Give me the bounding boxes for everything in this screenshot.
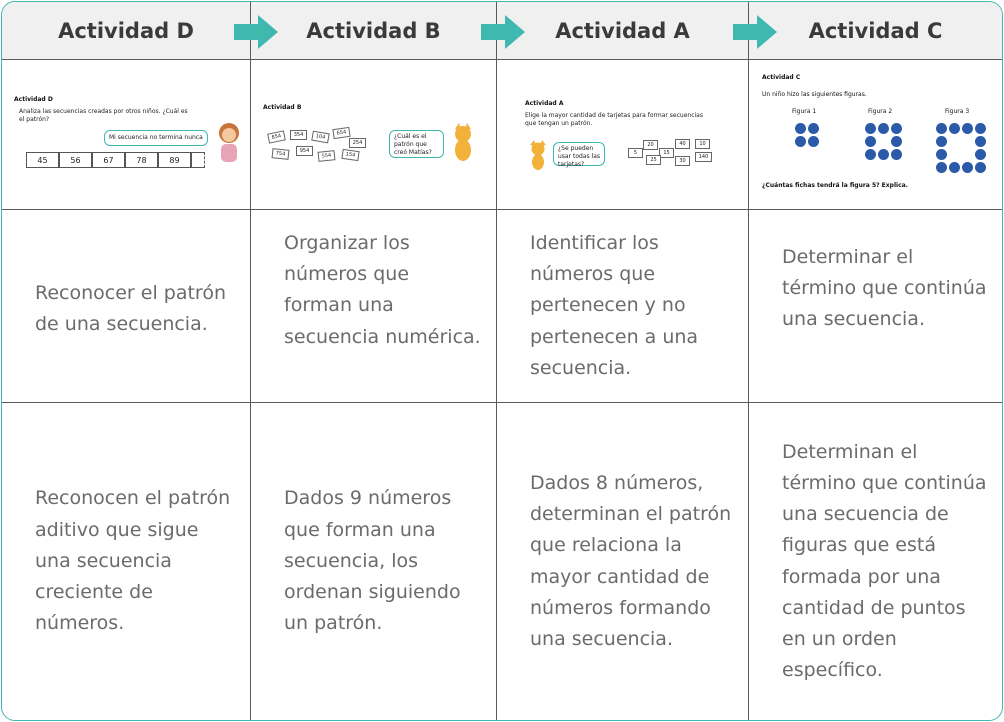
number-card: 30 — [675, 156, 690, 166]
number-card: 154 — [341, 149, 359, 161]
number-card: 5 — [628, 148, 643, 158]
sequence-continuation — [191, 152, 205, 168]
number-card: 954 — [296, 146, 313, 156]
sequence-number: 56 — [59, 152, 92, 168]
thumb-prompt: Analiza las secuencias creadas por otros niños. ¿Cuál es el patrón? — [19, 108, 188, 123]
figure-label: Figura 1 — [792, 108, 817, 115]
arrow-right-icon — [733, 15, 777, 49]
thumb-title: Actividad C — [762, 74, 801, 81]
objective-text: Identificar los números que pertenecen y no pertenecen a una secuencia. — [530, 232, 699, 379]
thumbnail-actividad-a — [497, 60, 749, 210]
description-text: Dados 9 números que forman una secuencia, los ordenan siguiendo un patrón. — [284, 487, 461, 635]
thumb-prompt: Elige la mayor cantidad de tarjetas para formar secuencias que tengan un patrón. — [525, 112, 703, 127]
number-card: 40 — [675, 139, 690, 149]
figure-label: Figura 3 — [945, 108, 970, 115]
objective-text: Reconocer el patrón de una secuencia. — [35, 281, 226, 335]
thumb-title: Actividad B — [263, 104, 302, 111]
description-actividad-a — [497, 403, 749, 720]
arrow-right-icon — [481, 15, 525, 49]
header-label: Actividad B — [306, 18, 441, 43]
number-card: 15 — [659, 148, 674, 158]
girl-illustration — [216, 122, 242, 164]
speech-bubble: ¿Cuál es el patrón que creó Matías? — [389, 130, 444, 158]
description-text: Dados 8 números, determinan el patrón que relaciona la mayor cantidad de números formando una secuencia. — [530, 471, 732, 650]
number-card: 10 — [695, 139, 710, 149]
number-card: 854 — [267, 130, 286, 143]
sequence-number: 78 — [125, 152, 158, 168]
speech-bubble: ¿Se pueden usar todas las tarjetas? — [553, 142, 605, 166]
description-text: Reconocen el patrón aditivo que sigue una secuencia creciente de números. — [35, 487, 231, 635]
activities-table — [1, 1, 1003, 721]
sequence-number: 67 — [92, 152, 125, 168]
speech-bubble: Mi secuencia no termina nunca — [104, 130, 208, 146]
description-actividad-d — [2, 403, 251, 720]
number-card: 25 — [646, 155, 661, 165]
objective-actividad-a — [497, 210, 749, 403]
number-card: 754 — [272, 148, 290, 160]
number-card: 254 — [349, 138, 366, 148]
number-card: 654 — [332, 127, 350, 139]
thumb-prompt: Un niño hizo las siguientes figuras. — [762, 91, 867, 98]
thumbnail-actividad-c — [749, 60, 1002, 210]
arrow-right-icon — [234, 15, 278, 49]
thumb-title: Actividad D — [14, 96, 53, 103]
thumb-question: ¿Cuántas fichas tendrá la figura 5? Explica. — [762, 182, 908, 189]
objective-actividad-c — [749, 210, 1002, 403]
thumbnail-actividad-b — [251, 60, 497, 210]
number-card: 554 — [318, 150, 336, 162]
cat-illustration — [527, 140, 549, 170]
objective-text: Organizar los números que forman una secuencia numérica. — [284, 232, 481, 348]
sequence-number: 89 — [158, 152, 191, 168]
number-card: 354 — [290, 130, 307, 140]
sequence-number: 45 — [26, 152, 59, 168]
thumbnail-actividad-d — [2, 60, 251, 210]
header-label: Actividad C — [808, 18, 943, 43]
header-label: Actividad D — [58, 18, 194, 43]
header-actividad-a — [497, 2, 749, 60]
description-actividad-b — [251, 403, 497, 720]
thumb-title: Actividad A — [525, 100, 564, 107]
cat-illustration — [450, 123, 476, 163]
header-actividad-b — [251, 2, 497, 60]
description-text: Determinan el término que continúa una secuencia de figuras que está formada por una cantidad de puntos en un orden específico. — [782, 440, 987, 682]
objective-text: Determinar el término que continúa una secuencia. — [782, 246, 987, 331]
objective-actividad-d — [2, 210, 251, 403]
description-actividad-c — [749, 403, 1002, 720]
objective-actividad-b — [251, 210, 497, 403]
header-actividad-c — [749, 2, 1002, 60]
number-card: 104 — [311, 131, 329, 144]
number-card: 20 — [643, 140, 658, 150]
figure-label: Figura 2 — [868, 108, 893, 115]
header-actividad-d — [2, 2, 251, 60]
header-label: Actividad A — [555, 18, 690, 43]
number-card: 140 — [695, 152, 712, 162]
